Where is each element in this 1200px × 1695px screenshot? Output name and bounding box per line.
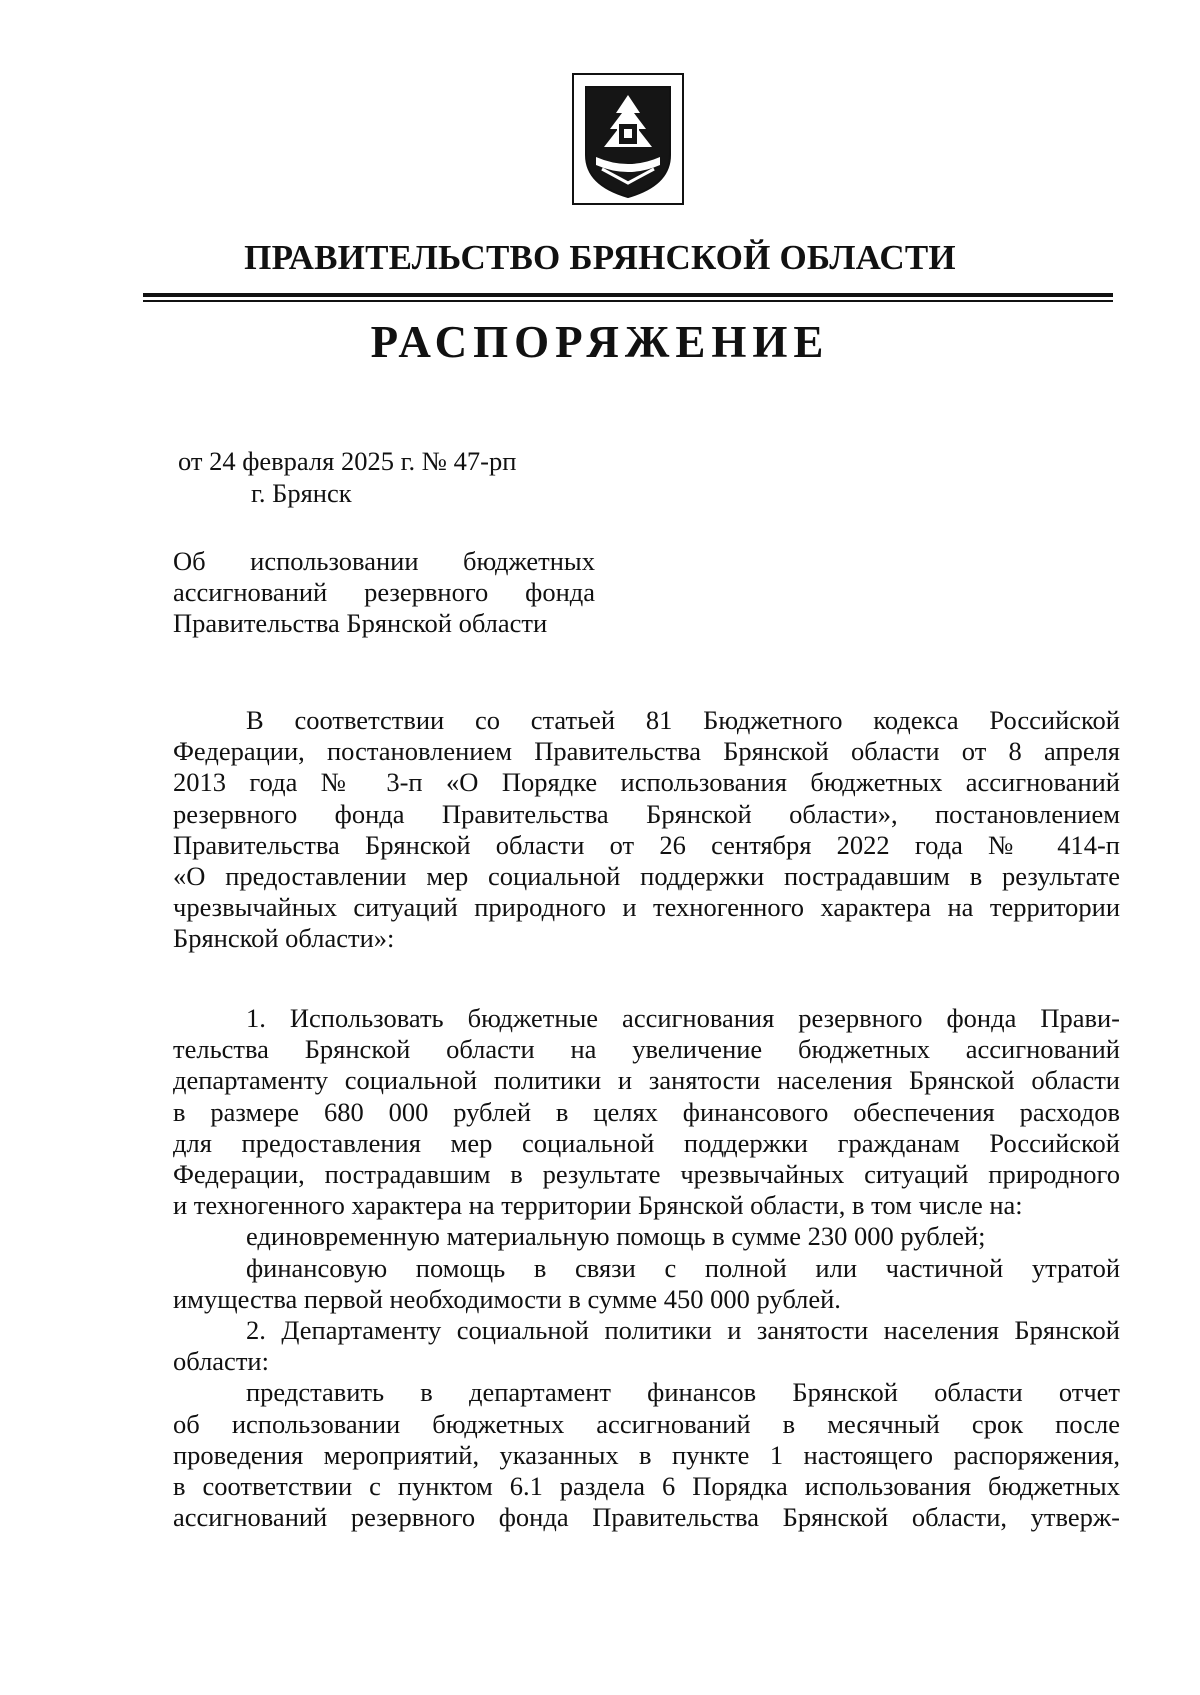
preamble — [173, 705, 1120, 955]
header-rule-thin — [143, 300, 1113, 302]
item-line: департаменту социальной политики и занятости населения Брянской области — [173, 1065, 1120, 1096]
item-line: в размере 680 000 рублей в целях финансового обеспечения расходов — [173, 1096, 1120, 1127]
preamble-line: Брянской области»: — [173, 923, 395, 954]
item-line: 2. Департаменту социальной политики и занятости населения Брянской — [246, 1315, 1120, 1346]
document-type: РАСПОРЯЖЕНИЕ — [370, 317, 830, 367]
item-line: имущества первой необходимости в сумме 450 000 рублей. — [173, 1283, 841, 1314]
header-rule-thick — [143, 293, 1113, 297]
item-line: финансовую помощь в связи с полной или частичной утратой — [246, 1252, 1120, 1283]
item-line: для предоставления мер социальной поддержки гражданам Российской — [173, 1127, 1120, 1158]
document-subject — [173, 546, 595, 640]
document-date-number: от 24 февраля 2025 г. № 47-рп — [178, 446, 517, 476]
item-line: 1. Использовать бюджетные ассигнования резервного фонда Прави- — [246, 1003, 1120, 1033]
document-city: г. Брянск — [251, 478, 352, 508]
item-line: тельства Брянской области на увеличение бюджетных ассигнований — [173, 1034, 1120, 1065]
preamble-line: резервного фонда Правительства Брянской области», постановлением — [173, 798, 1120, 829]
organization-title: ПРАВИТЕЛЬСТВО БРЯНСКОЙ ОБЛАСТИ — [244, 238, 956, 277]
item-line: и техногенного характера на территории Брянской области, в том числе на: — [173, 1190, 1023, 1221]
subject-line: ассигнований резервного фонда — [173, 577, 595, 608]
preamble-line: чрезвычайных ситуаций природного и техногенного характера на территории — [173, 892, 1120, 923]
subject-line: Правительства Брянской области — [173, 608, 548, 639]
preamble-line: «О предоставлении мер социальной поддержки пострадавшим в результате — [173, 861, 1120, 892]
subject-line: Об использовании бюджетных — [173, 546, 595, 576]
preamble-line: Правительства Брянской области от 26 сентября 2022 года № 414-п — [173, 829, 1120, 860]
item-line: проведения мероприятий, указанных в пункте 1 настоящего распоряжения, — [173, 1439, 1120, 1470]
preamble-line: 2013 года № 3-п «О Порядке использования бюджетных ассигнований — [173, 767, 1120, 798]
item-line: ассигнований резервного фонда Правительства Брянской области, утверж- — [173, 1502, 1120, 1533]
preamble-line: В соответствии со статьей 81 Бюджетного кодекса Российской — [246, 705, 1120, 735]
coat-of-arms-icon — [572, 73, 684, 205]
preamble-line: Федерации, постановлением Правительства Брянской области от 8 апреля — [173, 736, 1120, 767]
order-items — [173, 1003, 1120, 1533]
item-line: Федерации, пострадавшим в результате чрезвычайных ситуаций природного — [173, 1159, 1120, 1190]
item-line: об использовании бюджетных ассигнований в месячный срок после — [173, 1408, 1120, 1439]
item-line: в соответствии с пунктом 6.1 раздела 6 Порядка использования бюджетных — [173, 1471, 1120, 1502]
item-line: единовременную материальную помощь в сумме 230 000 рублей; — [246, 1221, 986, 1252]
item-line: представить в департамент финансов Брянской области отчет — [246, 1377, 1120, 1408]
item-line: области: — [173, 1346, 269, 1377]
